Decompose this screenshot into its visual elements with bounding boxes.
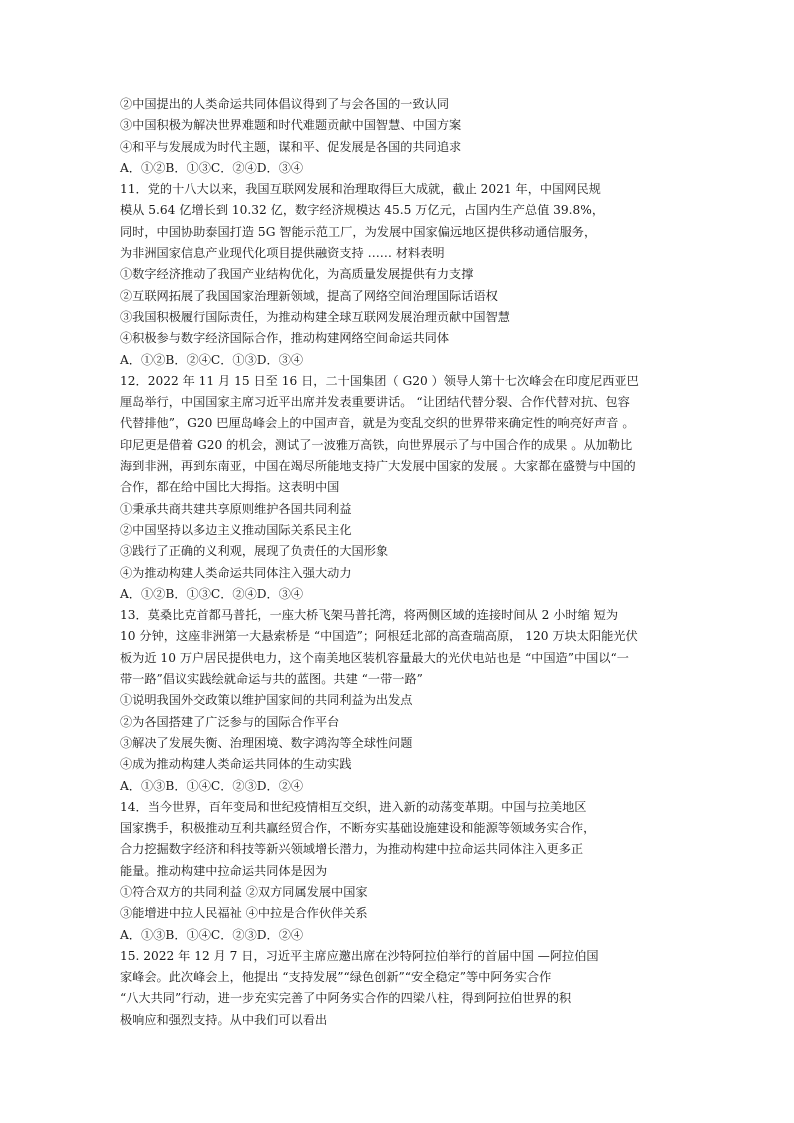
text-line: 14．当今世界，百年变局和世纪疫情相互交织，进入新的动荡变革期。中国与拉美地区 xyxy=(120,799,587,814)
text-line: “八大共同”行动，进一步充实完善了中阿务实合作的四梁八柱，得到阿拉伯世界的积 xyxy=(120,991,572,1006)
text-line: 10 分钟，这座非洲第一大悬索桥是 “中国造”；阿根廷北部的高查瑞高原， 120 万块太阳能光伏 xyxy=(120,629,638,644)
document-body xyxy=(120,94,680,1031)
text-line: 合力挖掘数字经济和科技等新兴领域增长潜力，为推动构建中拉命运共同体注入更多正 xyxy=(120,842,584,857)
text-line: 11．党的十八大以来，我国互联网发展和治理取得巨大成就，截止 2021 年，中国网民规 xyxy=(120,182,601,197)
text-line: ②为各国搭建了广泛参与的国际合作平台 xyxy=(120,714,340,729)
text-line: 12．2022 年 11 月 15 日至 16 日，二十国集团（ G20 ）领导人第十七次峰会在印度尼西亚巴 xyxy=(120,373,639,388)
text-line: ③中国积极为解决世界难题和时代难题贡献中国智慧、中国方案 xyxy=(120,118,462,133)
text-line: ①秉承共商共建共享原则维护各国共同利益 xyxy=(120,501,352,516)
text-line: ①符合双方的共同利益 ②双方同属发展中国家 xyxy=(120,884,368,899)
text-line: ①说明我国外交政策以维护国家间的共同利益为出发点 xyxy=(120,693,413,708)
text-line: 印尼更是借着 G20 的机会，测试了一波雅万高铁，向世界展示了与中国合作的成果 。从加勒比 xyxy=(120,437,633,452)
text-line: ③解决了发展失衡、治理困境、数字鸿沟等全球性问题 xyxy=(120,735,413,750)
text-line: 能量。推动构建中拉命运共同体是因为 xyxy=(120,863,328,878)
text-line: ②中国提出的人类命运共同体倡议得到了与会各国的一致认同 xyxy=(120,97,450,111)
text-line: ③践行了正确的义利观，展现了负责任的大国形象 xyxy=(120,544,389,559)
text-line: ③能增进中拉人民福祉 ④中拉是合作伙伴关系 xyxy=(120,906,368,921)
text-line: 海到非洲，再到东南亚，中国在竭尽所能地支持广大发展中国家的发展 。大家都在盛赞与中国的 xyxy=(120,459,636,474)
text-line: 极响应和强烈支持。从中我们可以看出 xyxy=(120,1012,328,1027)
text-line: 家峰会。此次峰会上，他提出 “支持发展”“绿色创新”“安全稳定”等中阿务实合作 xyxy=(120,970,552,985)
text-line: ④和平与发展成为时代主题，谋和平、促发展是各国的共同追求 xyxy=(120,139,462,154)
text-line: 带一路”倡议实践绘就命运与共的蓝图。共建 “一带一路” xyxy=(120,672,423,687)
text-line: A．①③B．①④C．②③D．②④ xyxy=(120,927,304,942)
text-line: A．①③B．①④C．②③D．②④ xyxy=(120,778,304,793)
text-line: 15. 2022 年 12 月 7 日，习近平主席应邀出席在沙特阿拉伯举行的首届中国 —阿拉伯国 xyxy=(120,948,599,963)
text-line: ②互联网拓展了我国国家治理新领域，提高了网络空间治理国际话语权 xyxy=(120,288,498,303)
text-line: A．①②B．①③C．②④D．③④ xyxy=(120,586,304,601)
text-line: 国家携手，积极推动互利共赢经贸合作，不断夯实基础设施建设和能源等领域务实合作， xyxy=(120,821,596,836)
text-line: 板为近 10 万户居民提供电力，这个南美地区装机容量最大的光伏电站也是 “中国造”中国以“一 xyxy=(120,650,629,665)
text-line: ③我国积极履行国际责任，为推动构建全球互联网发展治理贡献中国智慧 xyxy=(120,309,510,324)
text-line: A．①②B．②④C．①③D．③④ xyxy=(120,352,304,367)
text-line: 代替排他”，G20 巴厘岛峰会上的中国声音，就是为变乱交织的世界带来确定性的响亮好声音 。 xyxy=(120,416,635,431)
text-line: 为非洲国家信息产业现代化项目提供融资支持 …… 材料表明 xyxy=(120,246,445,261)
text-line: 13．莫桑比克首都马普托，一座大桥飞架马普托湾，将两侧区域的连接时间从 2 小时缩 短为 xyxy=(120,608,619,623)
text-line: 同时，中国协助泰国打造 5G 智能示范工厂，为发展中国家偏远地区提供移动通信服务， xyxy=(120,224,597,239)
text-line: ②中国坚持以多边主义推动国际关系民主化 xyxy=(120,522,352,537)
text-line: A．①②B．①③C．②④D．③④ xyxy=(120,160,304,175)
text-line: 厘岛举行，中国国家主席习近平出席并发表重要讲话。 “让团结代替分裂、合作代替对抗、包容 xyxy=(120,395,630,410)
text-line: 模从 5.64 亿增长到 10.32 亿，数字经济规模达 45.5 万亿元，占国内生产总值 39.8%， xyxy=(120,203,605,218)
text-line: ④积极参与数字经济国际合作，推动构建网络空间命运共同体 xyxy=(120,331,450,346)
text-line: ④为推动构建人类命运共同体注入强大动力 xyxy=(120,565,352,580)
text-line: ④成为推动构建人类命运共同体的生动实践 xyxy=(120,757,352,772)
text-line: 合作，都在给中国比大拇指。这表明中国 xyxy=(120,480,340,495)
text-line: ①数字经济推动了我国产业结构优化，为高质量发展提供有力支撑 xyxy=(120,267,474,282)
